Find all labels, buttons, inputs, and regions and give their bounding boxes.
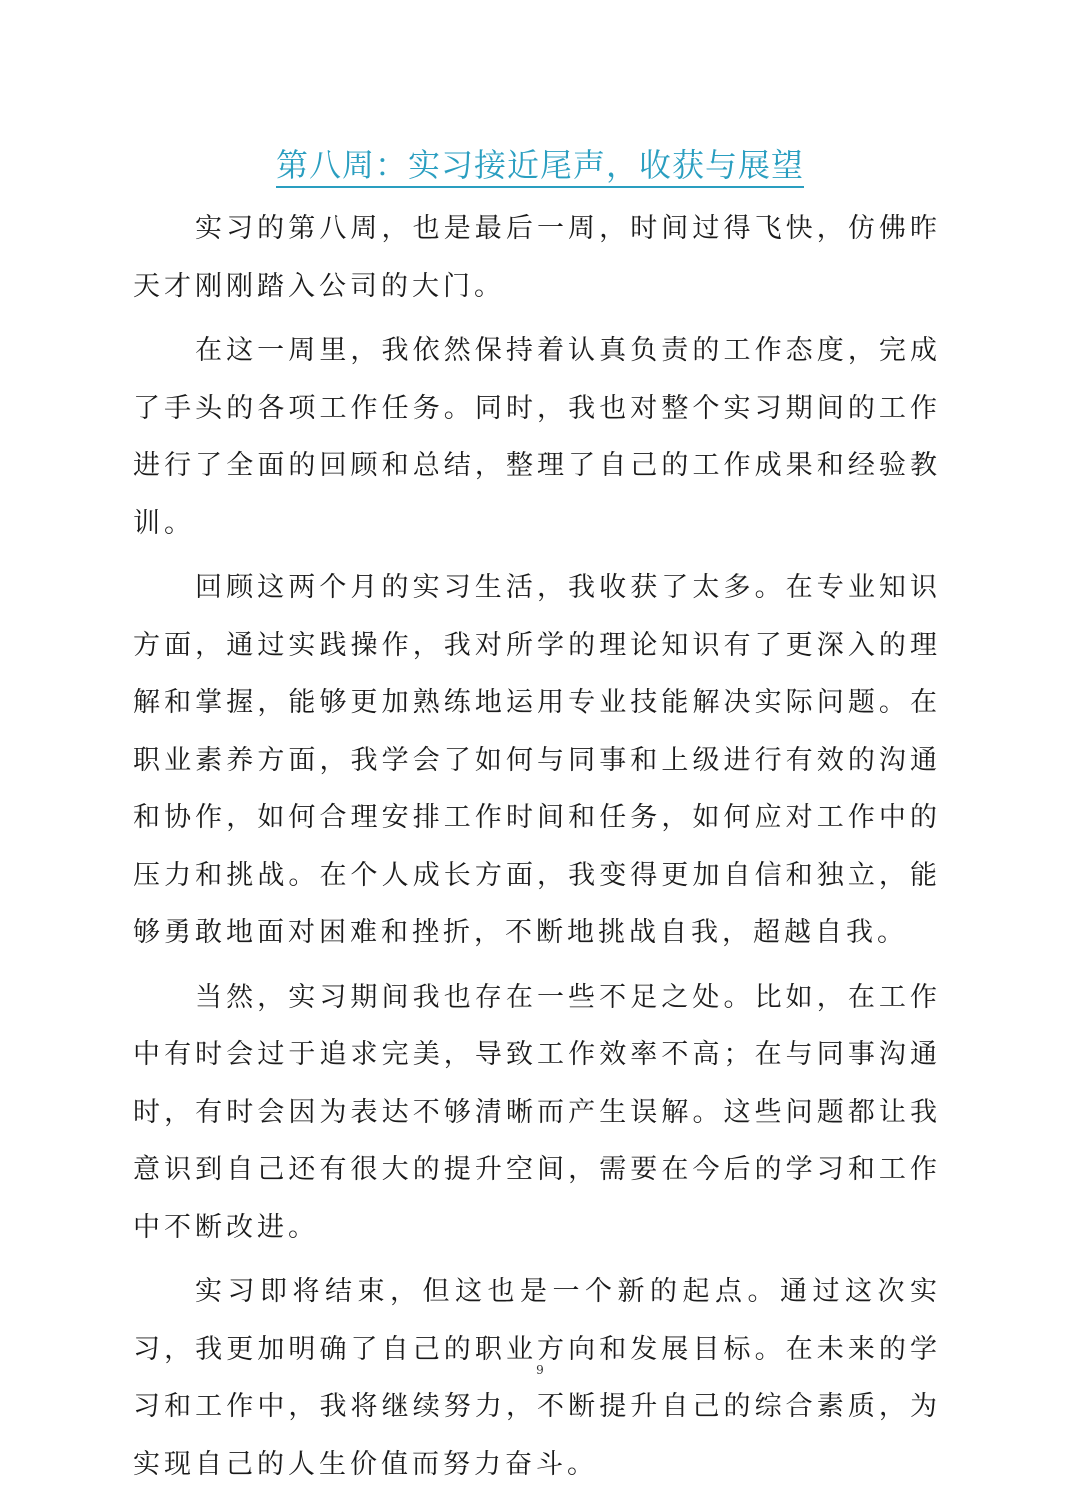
section-title-text: 第八周：实习接近尾声，收获与展望 (276, 146, 804, 188)
paragraph-5: 实习即将结束，但这也是一个新的起点。通过这次实习，我更加明确了自己的职业方向和发展目标。在未来的学习和工作中，我将继续努力，不断提升自己的综合素质，为实现自己的人生价值而努力奋斗。 (133, 1276, 941, 1480)
body-text (133, 200, 941, 1500)
section-title (0, 140, 1080, 190)
page-number: 9 (536, 1363, 544, 1377)
paragraph-4: 当然，实习期间我也存在一些不足之处。比如，在工作中有时会过于追求完美，导致工作效率不高；在与同事沟通时，有时会因为表达不够清晰而产生误解。这些问题都让我意识到自己还有很大的提升空间，需要在今后的学习和工作中不断改进。 (133, 981, 941, 1243)
paragraph-1: 实习的第八周，也是最后一周，时间过得飞快，仿佛昨天才刚刚踏入公司的大门。 (133, 213, 941, 302)
paragraph-3: 回顾这两个月的实习生活，我收获了太多。在专业知识方面，通过实践操作，我对所学的理论知识有了更深入的理解和掌握，能够更加熟练地运用专业技能解决实际问题。在职业素养方面，我学会了如何与同事和上级进行有效的沟通和协作，如何合理安排工作时间和任务，如何应对工作中的压力和挑战。在个人成长方面，我变得更加自信和独立，能够勇敢地面对困难和挫折，不断地挑战自我，超越自我。 (133, 572, 941, 948)
paragraph-2: 在这一周里，我依然保持着认真负责的工作态度，完成了手头的各项工作任务。同时，我也对整个实习期间的工作进行了全面的回顾和总结，整理了自己的工作成果和经验教训。 (133, 335, 941, 539)
